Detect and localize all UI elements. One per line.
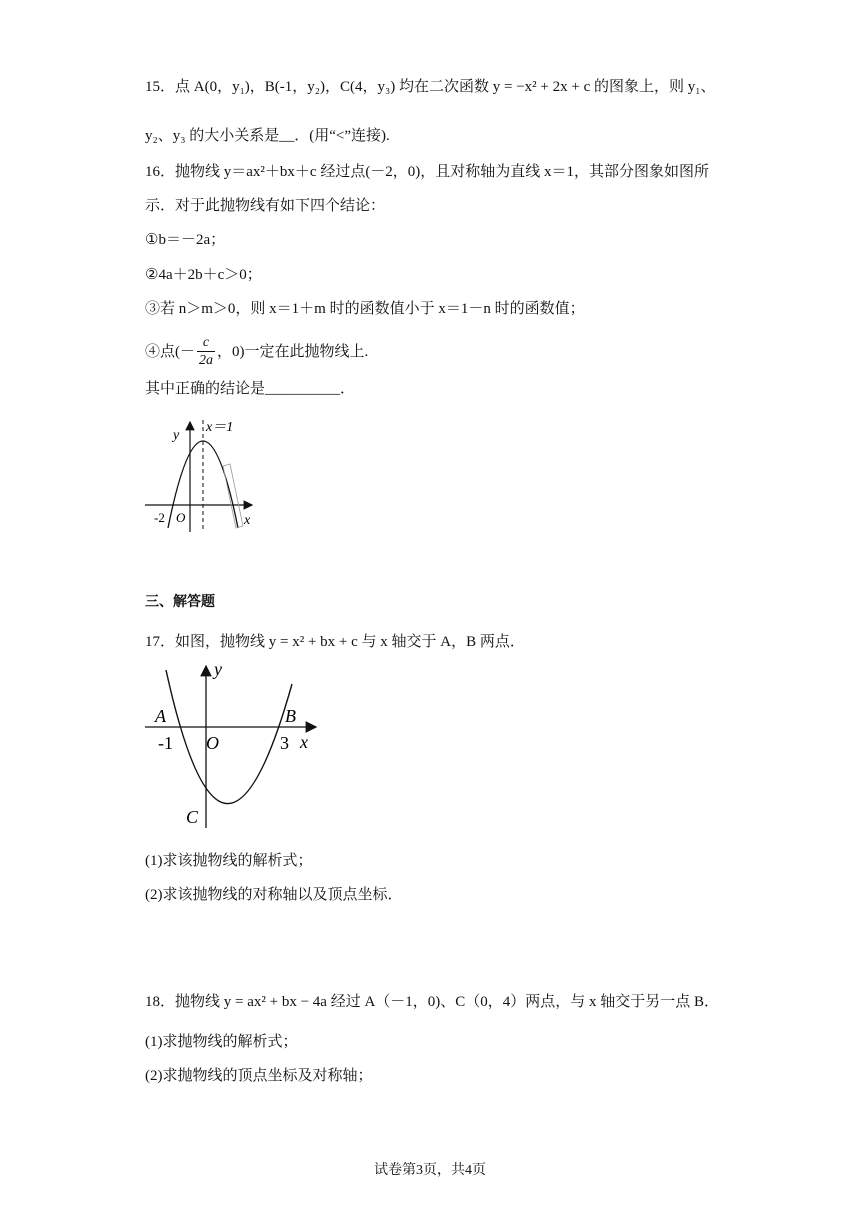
neg-one-label: -1 [158,733,173,753]
x-axis-label: x [300,732,308,752]
q16-conclusion-3: ③若 n＞m＞0，则 x＝1＋m 时的函数值小于 x＝1－n 时的函数值； [145,301,585,317]
q18-intro: 18．抛物线 y = ax² + bx − 4a 经过 A（－1，0)、C（0，4）两点，与 x 轴交于另一点 B． [145,994,720,1010]
q16-line1: 16．抛物线 y＝ax²＋bx＋c 经过点(－2，0)，且对称轴为直线 x＝1，其部分图象如图所 [145,164,710,180]
x-axis-label: x [244,513,251,528]
q17-part1: (1)求该抛物线的解析式； [145,853,313,869]
point-b-label: B [285,706,296,726]
torn-edge-mark [223,464,243,528]
q16-c4-denominator: 2a [199,353,213,368]
q18-part1: (1)求抛物线的解析式； [145,1034,298,1050]
q16-c4-fraction [197,334,215,369]
q16-line2: 示．对于此抛物线有如下四个结论： [145,198,386,214]
q16-c4-numerator: c [202,335,210,350]
q17-part2: (2)求该抛物线的对称轴以及顶点坐标． [145,887,403,903]
q18-part2: (2)求抛物线的顶点坐标及对称轴； [145,1068,373,1084]
q16-conclusion-4 [145,334,368,369]
origin-label: O [176,510,186,525]
y-axis-label: y [173,428,180,443]
symmetry-axis-label: x＝1 [206,420,234,435]
point-c-label: C [186,807,199,827]
q16-c4-suffix: ，0)一定在此抛物线上. [217,343,369,360]
q16-answer-line: 其中正确的结论是__________． [145,381,356,397]
page-footer: 试卷第3页，共4页 [374,1163,486,1178]
q16-conclusion-2: ②4a＋2b＋c＞0； [145,267,262,283]
q17-parabola-figure [140,660,330,830]
q16-conclusion-1: ①b＝－2a； [145,232,226,248]
q17-intro: 17．如图，抛物线 y = x² + bx + c 与 x 轴交于 A，B 两点． [145,634,525,650]
neg-two-label: -2 [154,510,165,525]
section-title: 三、解答题 [145,593,215,609]
origin-label: O [206,733,219,753]
three-label: 3 [280,733,289,753]
q16-parabola-figure [140,414,265,539]
y-axis-label: y [214,660,222,679]
q15-line2: y₂、y₃ 的大小关系是__．(用“<”连接). [145,128,390,144]
q15-line1: 15．点 A(0，y₁)，B(-1，y₂)，C(4，y₃) 均在二次函数 y = −x² + 2x + c 的图象上，则 y₁、 [145,79,716,95]
q16-c4-prefix: ④点(－ [145,343,195,360]
parabola-curve [166,670,292,804]
point-a-label: A [155,706,166,726]
